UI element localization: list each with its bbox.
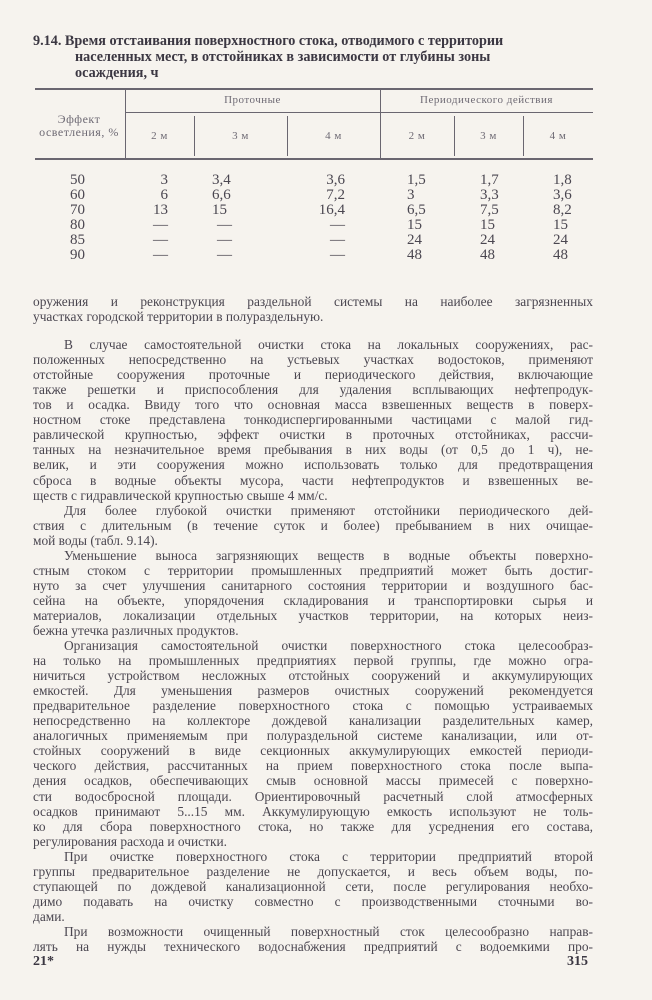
paragraph: [33, 503, 593, 548]
text-line: ствия с длительным (в течение суток и более) пребыванием в них очищае-: [33, 517, 593, 533]
time-cell: —: [153, 247, 168, 263]
text-line: оружения и реконструкция раздельной системы на наиболее загрязненных: [33, 294, 593, 309]
paragraph: [33, 924, 593, 954]
table-top-rule: [35, 88, 593, 90]
text-line: осадков принимают 5...15 мм. Аккумулирующую емкость используют не толь-: [33, 803, 593, 819]
time-cell: 3,6: [326, 172, 345, 188]
paragraph: [33, 638, 593, 849]
page-number: 315: [567, 954, 588, 969]
depth-header: 3 м: [480, 130, 497, 142]
text-line: тов и осадка. Ввиду того что основная масса взвешенных веществ в поверх-: [33, 397, 593, 413]
time-cell: —: [153, 232, 168, 248]
text-line: материалов, локализации отдельных участков территории, на которых неиз-: [33, 607, 593, 623]
text-line: нуто за счет улучшения санитарного состояния территории и воздушного бас-: [33, 577, 593, 593]
time-cell: 48: [480, 247, 495, 263]
text-line: группы предварительное разделение не допускается, и весь объем воды, по-: [33, 863, 593, 879]
text-line: отстойные сооружения проточные и периодического действия, включающие: [33, 367, 593, 383]
text-line: предварительное разделение поверхностного стока с помощью устраиваемых: [33, 698, 593, 714]
text-line: ностном стоке представлена тонкодиспергированными частицами с малой гид-: [33, 412, 593, 428]
text-line: дения осадков, обеспечивающих смыв основной массы примесей с поверхно-: [33, 773, 593, 789]
row-header-line: осветления, %: [39, 125, 119, 139]
effect-cell: 80: [70, 217, 85, 233]
table-caption: [33, 33, 593, 81]
time-cell: 48: [407, 247, 422, 263]
group-header-rule: [125, 112, 593, 113]
text-line: лять на нужды технического водоснабжения предприятий с водоемкими про-: [33, 938, 593, 954]
time-cell: 24: [553, 232, 568, 248]
time-cell: 24: [480, 232, 495, 248]
time-cell: 6: [160, 187, 168, 203]
text-line: стойных сооружений в виде секционных аккумулирующих емкостей периоди-: [33, 743, 593, 759]
effect-cell: 60: [70, 187, 85, 203]
text-line: В случае самостоятельной очистки стока на локальных сооружениях, рас-: [64, 337, 593, 353]
time-cell: 3,6: [553, 187, 572, 203]
time-cell: —: [153, 217, 168, 233]
text-line: ко для сбора поверхностного стока, но также для усреднения его состава,: [33, 818, 593, 834]
text-line: димо подавать на очистку совместно с производственными сточными во-: [33, 893, 593, 909]
paragraph: [33, 548, 593, 638]
text-line: ческого действия, рассчитанных на прием поверхностного стока после выпа-: [33, 758, 593, 774]
time-cell: 1,8: [553, 172, 572, 188]
depth-header: 2 м: [408, 130, 426, 142]
time-cell: 15: [480, 217, 495, 233]
effect-cell: 85: [70, 232, 85, 248]
depth-header: 3 м: [232, 130, 249, 142]
time-cell: 24: [407, 232, 422, 248]
text-line: дами.: [33, 908, 65, 924]
time-cell: 3,4: [212, 172, 231, 188]
group-header-flow: Проточные: [224, 94, 281, 106]
text-line: аналогичных применяемым при полураздельной системе канализации, или от-: [33, 728, 593, 744]
time-cell: 3: [407, 187, 415, 203]
time-cell: 6,6: [212, 187, 231, 203]
time-cell: 3,3: [480, 187, 499, 203]
time-cell: 15: [407, 217, 422, 233]
text-line: При возможности очищенный поверхностный сток целесообразно направ-: [64, 923, 593, 939]
time-cell: 16,4: [318, 202, 345, 218]
text-line: стным стоком с территории промышленных предприятий может быть достиг-: [33, 562, 593, 578]
text-line: Для более глубокой очистки применяют отстойники периодического дей-: [64, 502, 593, 518]
paragraph: [33, 849, 593, 924]
time-cell: 1,7: [480, 172, 499, 188]
caption-line: 9.14. Время отстаивания поверхностного стока, отводимого с территории: [33, 33, 504, 49]
time-cell: —: [217, 247, 232, 263]
text-line: ступающей по дождевой канализационной сети, после регулирования необхо-: [33, 878, 593, 894]
time-cell: 1,5: [407, 172, 426, 188]
text-line: емкостей. Для уменьшения размеров очистных сооружений рекомендуется: [33, 683, 593, 699]
text-line: мой воды (табл. 9.14).: [33, 532, 158, 548]
effect-cell: 50: [70, 172, 85, 188]
text-line: сброса в водные объекты мусора, части нефтепродуктов и взвешенных ве-: [33, 472, 593, 488]
time-cell: —: [330, 217, 345, 233]
depth-header: 2 м: [151, 130, 168, 142]
depth-header: 4 м: [325, 130, 342, 142]
signature-mark: 21*: [33, 954, 54, 969]
paragraph: [33, 294, 593, 324]
time-cell: —: [330, 232, 345, 248]
text-line: ничиться устройством несложных отстойных сооружений и аккумулирующих: [33, 668, 593, 684]
table-header-bottom-rule: [35, 158, 593, 160]
group-header-periodic: Периодического действия: [420, 94, 553, 106]
text-line: сейна на объекте, упорядочения складирования и транспортировки сырья и: [33, 592, 593, 608]
depth-header: 4 м: [549, 130, 567, 142]
time-cell: 13: [153, 202, 168, 218]
paragraph: [33, 337, 593, 503]
time-cell: —: [217, 232, 232, 248]
time-cell: 15: [212, 202, 227, 218]
text-line: бежна утечка различных продуктов.: [33, 622, 239, 638]
effect-cell: 70: [70, 202, 85, 218]
text-line: Организация самостоятельной очистки поверхностного стока целесообраз-: [64, 638, 593, 654]
text-line: танных на незначительное время пребывания в них воды (от 0,5 до 1 ч), не-: [33, 442, 593, 458]
time-cell: 7,2: [326, 187, 345, 203]
body-text: [33, 294, 593, 954]
text-line: участках городской территории в полураздельную.: [33, 309, 324, 325]
row-header: [35, 113, 123, 139]
text-line: Уменьшение выноса загрязняющих веществ в водные объекты поверхно-: [64, 547, 593, 563]
text-line: ществ с гидравлической крупностью свыше 4 мм/с.: [33, 487, 328, 503]
text-line: регулирования расхода и очистки.: [33, 833, 227, 849]
effect-cell: 90: [70, 247, 85, 263]
text-line: на только на промышленных предприятиях первой группы, где можно огра-: [33, 653, 593, 669]
caption-line: осаждения, ч: [75, 65, 159, 81]
text-line: также решетки и приспособления для удаления всплывающих нефтепродук-: [33, 382, 593, 398]
time-cell: 8,2: [553, 202, 572, 218]
text-line: положенных непосредственно на устьевых участках водостоков, применяют: [33, 352, 593, 368]
text-line: При очистке поверхностного стока с территории предприятий второй: [64, 848, 593, 864]
time-cell: 7,5: [480, 202, 499, 218]
text-line: непосредственно на коллекторе дождевой канализации разделительных камер,: [33, 713, 593, 729]
time-cell: —: [330, 247, 345, 263]
time-cell: —: [217, 217, 232, 233]
time-cell: 6,5: [407, 202, 426, 218]
time-cell: 48: [553, 247, 568, 263]
text-line: равлической крупностью, эффект очистки в проточных отстойниках, рассчи-: [33, 427, 593, 443]
text-line: сти водосбросной площади. Ориентировочный расчетный слой атмосферных: [33, 788, 593, 804]
row-header-line: Эффект: [57, 112, 101, 126]
caption-line: населенных мест, в отстойниках в зависимости от глубины зоны: [75, 49, 491, 65]
text-line: велик, и эти сооружения можно использовать только для предотвращения: [33, 457, 593, 473]
time-cell: 15: [553, 217, 568, 233]
time-cell: 3: [160, 172, 168, 188]
